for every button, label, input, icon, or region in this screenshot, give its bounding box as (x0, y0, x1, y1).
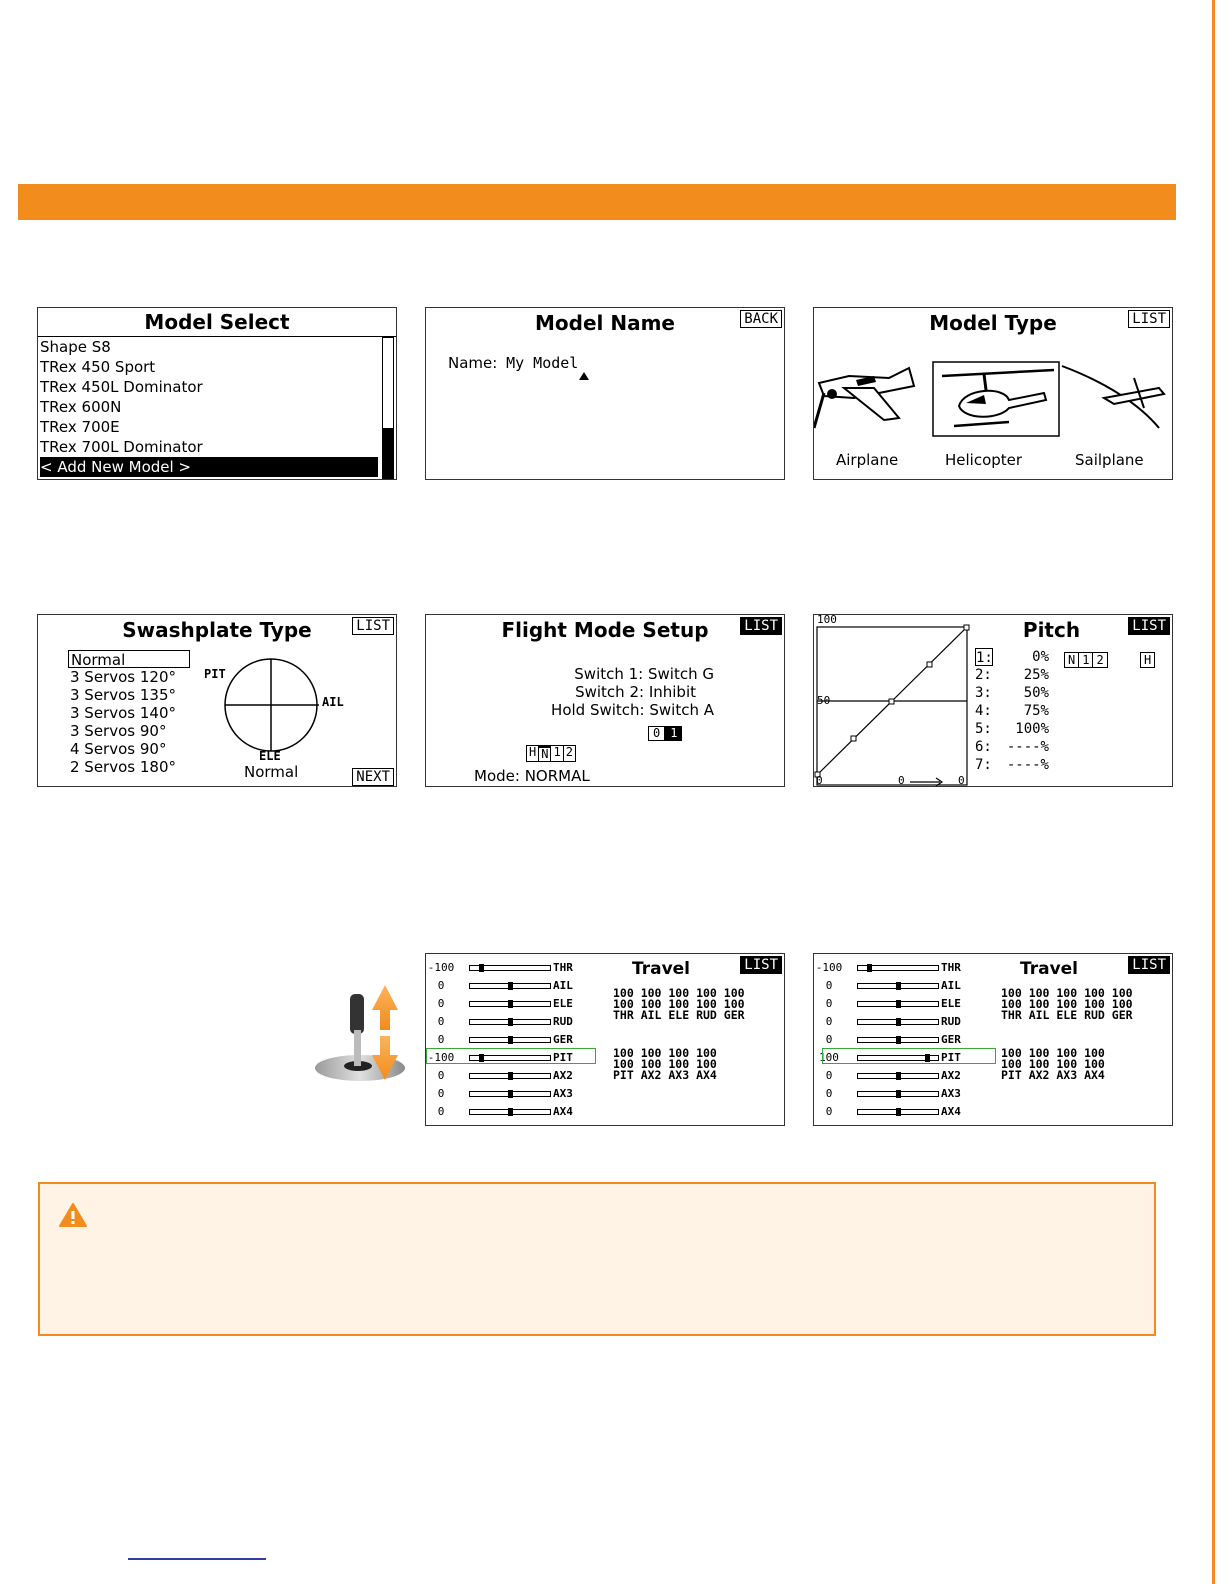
model-list-item[interactable]: TRex 700L Dominator (40, 438, 203, 456)
slider-thumb[interactable] (896, 1090, 901, 1098)
channel-row[interactable] (814, 1031, 994, 1049)
slider-thumb[interactable] (896, 1018, 901, 1026)
channel-row[interactable] (426, 1013, 606, 1031)
hold-state-box: 1 (665, 726, 682, 741)
channel-name: AX4 (553, 1105, 573, 1118)
pitch-point-row[interactable] (975, 684, 1049, 702)
channel-value: 0 (825, 997, 833, 1010)
model-list-item[interactable]: TRex 600N (40, 398, 122, 416)
channel-slider[interactable] (857, 1019, 939, 1025)
channel-row[interactable] (426, 977, 606, 995)
channel-name: PIT (941, 1051, 961, 1064)
channel-row[interactable] (814, 1067, 994, 1085)
point-value: 50% (1023, 685, 1049, 701)
channel-slider[interactable] (857, 1109, 939, 1115)
flight-mode-box: 1 (551, 745, 563, 762)
point-value: 75% (1023, 703, 1049, 719)
warning-icon (58, 1202, 88, 1228)
channel-slider[interactable] (857, 1037, 939, 1043)
flight-mode-screen (425, 614, 785, 787)
channel-name: AX2 (941, 1069, 961, 1082)
warning-box (38, 1182, 1156, 1336)
channel-row[interactable] (814, 1013, 994, 1031)
pitch-mode-box: 1 (1079, 652, 1093, 668)
screen-title: Swashplate Type (122, 618, 312, 642)
channel-slider[interactable] (469, 1073, 551, 1079)
channel-value: 0 (825, 1015, 833, 1028)
channel-name: THR (553, 961, 573, 974)
channel-value: 0 (825, 1069, 833, 1082)
name-value[interactable]: My Model (506, 354, 579, 372)
list-button[interactable]: LIST (740, 617, 782, 635)
point-index: 1: (976, 650, 993, 666)
point-index: 7: (975, 757, 992, 773)
screen-title: Model Name (535, 311, 675, 335)
channel-value: 0 (825, 1033, 833, 1046)
ele-label: ELE (259, 749, 281, 763)
channel-slider[interactable] (469, 1037, 551, 1043)
channel-row[interactable] (814, 1085, 994, 1103)
model-list (40, 337, 380, 477)
cursor-caret-icon (579, 372, 589, 380)
travel-screen-a (425, 953, 785, 1126)
channel-name: GER (941, 1033, 961, 1046)
point-value: 100% (1015, 721, 1049, 737)
model-list-item[interactable]: Shape S8 (40, 338, 111, 356)
hold-switch-line[interactable]: Hold Switch: Switch A (551, 701, 714, 719)
channel-list (814, 959, 994, 1121)
channel-value: 0 (825, 1087, 833, 1100)
model-type-illustrations (814, 348, 1173, 448)
slider-thumb[interactable] (867, 964, 872, 972)
travel-grid-top: 100 100 100 100 100 100 100 100 100 100 THR AIL ELE RUD GER (1001, 986, 1133, 1022)
swashplate-option[interactable]: 3 Servos 135° (70, 686, 176, 704)
screen-title: Travel (1019, 959, 1079, 979)
model-list-item[interactable]: TRex 450 Sport (40, 358, 156, 376)
scrollbar[interactable] (382, 337, 394, 479)
channel-name: PIT (553, 1051, 573, 1064)
x-axis-right-label: 0 (958, 774, 965, 787)
point-index: 3: (975, 685, 992, 701)
pitch-point-row[interactable] (975, 648, 1049, 666)
pitch-point-list (975, 648, 1049, 774)
screen-title: Flight Mode Setup (501, 618, 709, 642)
helicopter-icon (942, 370, 1054, 426)
travel-screen-b (813, 953, 1173, 1126)
hold-state-box: 0 (648, 726, 665, 741)
point-value: ----% (1006, 739, 1049, 755)
switch2-line[interactable]: Switch 2: Inhibit (575, 683, 696, 701)
swashplate-option[interactable]: 3 Servos 140° (70, 704, 176, 722)
slider-thumb[interactable] (508, 1108, 513, 1116)
scrollbar-thumb[interactable] (383, 428, 393, 478)
channel-slider[interactable] (857, 1091, 939, 1097)
swashplate-screen (37, 614, 397, 787)
flight-mode-box: 2 (564, 745, 576, 762)
pitch-point-row[interactable] (975, 756, 1049, 774)
pitch-point-row[interactable] (975, 702, 1049, 720)
list-button[interactable]: LIST (740, 956, 782, 974)
channel-name: AX3 (553, 1087, 573, 1100)
channel-name: RUD (941, 1015, 961, 1028)
sailplane-icon (1062, 366, 1164, 428)
ail-label: AIL (322, 695, 344, 709)
channel-slider[interactable] (857, 965, 939, 971)
model-list-item[interactable]: < Add New Model > (40, 457, 378, 477)
pitch-curve-graph (814, 615, 974, 787)
flight-mode-box: H (526, 745, 539, 762)
type-airplane[interactable]: Airplane (836, 451, 899, 469)
channel-list (426, 959, 606, 1121)
pitch-point-row[interactable] (975, 738, 1049, 756)
list-button[interactable]: LIST (1128, 310, 1170, 328)
channel-row[interactable] (426, 1103, 606, 1121)
pitch-point-row[interactable] (975, 720, 1049, 738)
screen-title: Travel (631, 959, 691, 979)
airplane-icon (814, 368, 914, 428)
highlight-frame (426, 1048, 596, 1064)
switch1-line[interactable]: Switch 1: Switch G (574, 665, 714, 683)
y-axis-top-label: 100 (817, 614, 837, 626)
point-index: 4: (975, 703, 992, 719)
x-axis-left-label: 0 (816, 774, 823, 787)
channel-value: 0 (437, 1033, 445, 1046)
channel-name: ELE (553, 997, 573, 1010)
channel-slider[interactable] (469, 983, 551, 989)
channel-value: 0 (825, 1105, 833, 1118)
type-helicopter[interactable]: Helicopter (945, 451, 1023, 469)
slider-thumb[interactable] (896, 1000, 901, 1008)
channel-slider[interactable] (469, 1109, 551, 1115)
pitch-mode-box: N (1064, 652, 1079, 668)
channel-row[interactable] (814, 977, 994, 995)
slider-thumb[interactable] (508, 1072, 513, 1080)
travel-grid-bottom: 100 100 100 100 100 100 100 100 PIT AX2 AX3 AX4 (1001, 1046, 1105, 1082)
channel-name: AIL (941, 979, 961, 992)
screen-title: Model Type (929, 311, 1057, 335)
channel-row[interactable] (426, 1085, 606, 1103)
point-value: 0% (1032, 649, 1049, 665)
channel-name: AIL (553, 979, 573, 992)
y-axis-mid-label: 50 (817, 694, 831, 707)
slider-thumb[interactable] (896, 1072, 901, 1080)
list-button[interactable]: LIST (352, 617, 394, 635)
channel-slider[interactable] (857, 1073, 939, 1079)
model-name-screen (425, 307, 785, 480)
channel-row[interactable] (814, 959, 994, 977)
swashplate-options (68, 650, 190, 776)
channel-row[interactable] (426, 1067, 606, 1085)
list-button[interactable]: LIST (1128, 956, 1170, 974)
mode-line: Mode: NORMAL (474, 767, 590, 785)
model-type-screen (813, 307, 1173, 480)
channel-name: THR (941, 961, 961, 974)
model-list-item[interactable]: TRex 700E (40, 418, 120, 436)
channel-value: 0 (437, 997, 445, 1010)
swashplate-option[interactable]: 4 Servos 90° (70, 740, 167, 758)
model-select-screen (37, 307, 397, 480)
hold-indicator (648, 726, 682, 741)
pitch-point-row[interactable] (975, 666, 1049, 684)
slider-thumb[interactable] (508, 1090, 513, 1098)
slider-thumb[interactable] (896, 1036, 901, 1044)
back-button[interactable]: BACK (740, 310, 782, 328)
flight-mode-box: N (539, 745, 551, 762)
link-underline (128, 1558, 266, 1560)
channel-value: 100 (819, 1051, 839, 1064)
slider-thumb[interactable] (508, 1036, 513, 1044)
channel-value: -100 (815, 961, 843, 974)
next-button[interactable]: NEXT (352, 768, 394, 786)
screen-title: Model Select (38, 310, 396, 337)
channel-row[interactable] (426, 959, 606, 977)
travel-grid-top: 100 100 100 100 100 100 100 100 100 100 THR AIL ELE RUD GER (613, 986, 745, 1022)
channel-slider[interactable] (469, 1091, 551, 1097)
swashplate-option[interactable]: 2 Servos 180° (70, 758, 176, 776)
point-index: 2: (975, 667, 992, 683)
point-index: 5: (975, 721, 992, 737)
swashplate-option[interactable]: 3 Servos 90° (70, 722, 167, 740)
channel-value: 0 (437, 1015, 445, 1028)
channel-slider[interactable] (469, 965, 551, 971)
type-sailplane[interactable]: Sailplane (1075, 451, 1144, 469)
channel-name: AX3 (941, 1087, 961, 1100)
channel-row[interactable] (814, 1103, 994, 1121)
slider-thumb[interactable] (896, 1108, 901, 1116)
channel-value: -100 (427, 1051, 455, 1064)
name-row (448, 354, 578, 372)
channel-value: 0 (437, 1069, 445, 1082)
model-list-item[interactable]: TRex 450L Dominator (40, 378, 203, 396)
current-swash-type: Normal (244, 763, 299, 781)
slider-thumb[interactable] (508, 982, 513, 990)
point-value: ----% (1006, 757, 1049, 773)
slider-thumb[interactable] (508, 1018, 513, 1026)
screen-title: Pitch (1022, 618, 1081, 642)
channel-name: AX2 (553, 1069, 573, 1082)
channel-value: 0 (437, 1087, 445, 1100)
channel-value: -100 (427, 961, 455, 974)
point-index: 6: (975, 739, 992, 755)
channel-name: AX4 (941, 1105, 961, 1118)
channel-slider[interactable] (469, 1019, 551, 1025)
page-edge-line (1212, 0, 1215, 1584)
swashplate-option[interactable]: Normal (68, 650, 190, 668)
travel-grid-bottom: 100 100 100 100 100 100 100 100 PIT AX2 AX3 AX4 (613, 1046, 717, 1082)
channel-name: GER (553, 1033, 573, 1046)
channel-value: 0 (437, 1105, 445, 1118)
slider-thumb[interactable] (479, 964, 484, 972)
slider-thumb[interactable] (508, 1000, 513, 1008)
channel-row[interactable] (814, 995, 994, 1013)
x-axis-center-label: 0 (898, 774, 905, 787)
channel-name: RUD (553, 1015, 573, 1028)
channel-slider[interactable] (857, 1001, 939, 1007)
pitch-mode-indicator (1064, 652, 1108, 668)
section-header-bar (18, 184, 1176, 220)
point-value: 25% (1023, 667, 1049, 683)
name-label: Name: (448, 354, 498, 372)
channel-value: 0 (437, 979, 445, 992)
channel-slider[interactable] (857, 983, 939, 989)
joystick-icon (310, 980, 415, 1085)
hold-box: H (1140, 652, 1155, 668)
pitch-screen (813, 614, 1173, 787)
channel-slider[interactable] (469, 1001, 551, 1007)
swashplate-option[interactable]: 3 Servos 120° (70, 668, 176, 686)
pitch-mode-box: 2 (1093, 652, 1107, 668)
highlight-frame (822, 1048, 996, 1064)
flight-mode-indicator (526, 745, 576, 762)
list-button[interactable]: LIST (1128, 617, 1170, 635)
slider-thumb[interactable] (896, 982, 901, 990)
channel-name: ELE (941, 997, 961, 1010)
channel-value: 0 (825, 979, 833, 992)
pit-label: PIT (204, 667, 226, 681)
channel-row[interactable] (426, 995, 606, 1013)
channel-row[interactable] (426, 1031, 606, 1049)
